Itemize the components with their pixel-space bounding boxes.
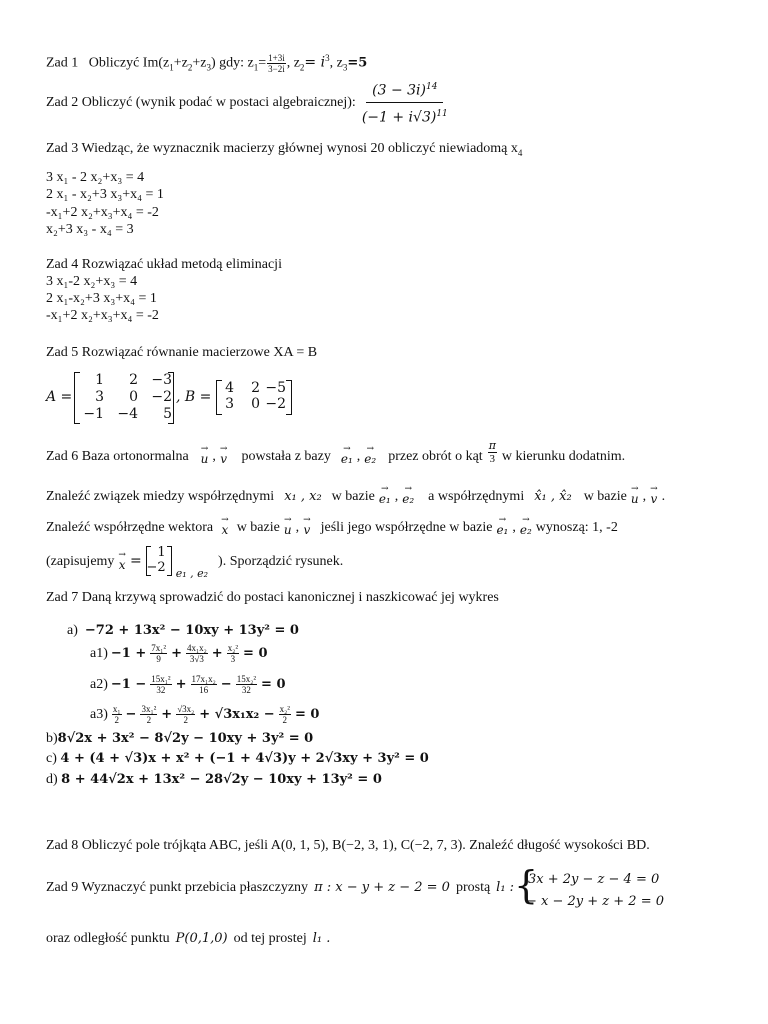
fraction	[150, 643, 167, 664]
zad3-equation-1: 3 x₁ - 2 x₂+x₃ = 4	[46, 170, 145, 185]
zad3-heading	[46, 140, 522, 162]
fraction-denominator: 2	[114, 715, 119, 725]
zad7-a3-term: + √3x₁x₂ −	[199, 707, 275, 722]
zad6-text: w bazie	[583, 489, 627, 504]
fraction-denominator: 2	[146, 715, 152, 725]
matrix-b	[216, 380, 292, 415]
vector-u	[284, 516, 292, 536]
column-vector-bracket-right	[167, 546, 172, 576]
zad6-text: Znaleźć związek miedzy współrzędnymi	[46, 489, 275, 504]
fraction-denominator: 3	[230, 654, 236, 664]
zad4-heading: Zad 4 Rozwiązać układ metodą eliminacji	[46, 257, 282, 272]
zad7-b-equation: 8√2x + 3x² − 8√2y − 10xy + 3y² = 0	[57, 731, 314, 746]
fraction	[279, 704, 291, 725]
vector-v	[220, 445, 228, 465]
zad6-text: powstała z bazy	[241, 449, 331, 464]
fraction-numerator: 7x₁²	[151, 643, 167, 653]
z1-denominator: 3−2i	[268, 63, 285, 74]
zad7-c-line	[46, 750, 429, 767]
zad7-d-equation: 8 + 44√2x + 13x² − 28√2y − 10xy + 13y² = 0	[61, 772, 382, 787]
zad2-denominator	[362, 103, 448, 129]
angle-denominator: 3	[489, 453, 496, 465]
zad7-c-label: c)	[46, 751, 57, 766]
matrix-a-cell-1-0: 3	[95, 389, 104, 405]
zad6-text: wynoszą: 1, -2	[535, 520, 618, 535]
zad7-a-label: a)	[67, 623, 78, 638]
arrow-icon: →	[498, 515, 507, 525]
fraction-numerator: 17x₁x₂	[191, 674, 216, 684]
matrix-a-bracket-left	[74, 372, 80, 424]
vector-v-label: v	[650, 492, 658, 506]
matrix-a-cell-2-2: 5	[163, 406, 172, 422]
vector-u	[201, 445, 209, 465]
vector-e1-label: e₁	[378, 492, 391, 506]
zad6-text: jeśli jego współrzędne w bazie	[320, 520, 493, 535]
matrix-a-cell-0-1: 2	[129, 372, 138, 388]
zad2-num-expr: (3 − 3i)	[372, 82, 426, 99]
zad1-text: +z	[173, 55, 188, 71]
line-equation-2: − x − 2y + z + 2 = 0	[526, 894, 664, 909]
zad6-line-4	[46, 545, 344, 580]
zad3-equation-2: 2 x₁ - x₂+3 x₃+x₄ = 1	[46, 187, 164, 202]
fraction	[186, 643, 208, 664]
angle-fraction	[488, 440, 497, 465]
zad7-heading: Zad 7 Daną krzywą sprowadzić do postaci kanonicznej i naszkicować jej wykres	[46, 590, 499, 605]
angle-numerator: π	[488, 439, 496, 452]
vector-e1	[496, 516, 508, 536]
zad7-a1-line: a1) −1 + $\frac{\text{7x₁²}}{9}$ + $\frac{\text{4x₁x₂}}{3√3}$ + $\frac{\text{x₂²}}{3}$ = 0	[90, 643, 268, 664]
zad1-text: Obliczyć Im(z	[88, 55, 170, 71]
matrix-a-label: A =	[46, 389, 73, 405]
fraction-numerator: x₁	[112, 704, 121, 714]
vector-e2	[402, 485, 414, 505]
arrow-icon: →	[200, 444, 209, 454]
fraction-numerator: x₂²	[279, 704, 290, 714]
brace-icon: {	[514, 863, 539, 907]
matrix-b-cell-0-0: 4	[225, 380, 234, 396]
zad5-heading: Zad 5 Rozwiązać równanie macierzowe XA = B	[46, 345, 318, 360]
fraction	[112, 704, 122, 725]
zad2-numerator	[366, 76, 443, 103]
zad6-text: Znaleźć współrzędne wektora	[46, 520, 214, 535]
vector-e2	[364, 445, 376, 465]
zad2-fraction	[362, 76, 448, 128]
vector-e1	[379, 485, 391, 505]
matrix-b-cell-1-0: 3	[225, 396, 234, 412]
vector-u	[631, 485, 639, 505]
zad3-equation-4: x₂+3 x₃ - x₄ = 3	[46, 222, 134, 237]
zad7-a2-line: a2) −1 − $\frac{\text{15x₁²}}{32}$ + $\frac{\text{17x₁x₂}}{16}$ − $\frac{\text{15x₂²}}{32}$ = 0	[90, 674, 286, 695]
zad6-text: przez obrót o kąt	[388, 449, 483, 464]
vector-e2-label: e₂	[519, 523, 532, 537]
plane-equation: π : x − y + z − 2 = 0	[314, 880, 450, 895]
zad1-label: Zad 1	[46, 55, 79, 71]
zad2-num-exponent: 14	[426, 82, 438, 92]
fraction-denominator: 32	[241, 685, 251, 695]
zad7-a1-label: a1)	[90, 646, 108, 661]
zad6-line-3: Znaleźć współrzędne wektora → x w bazie → u , → v jeśli jego współrzędne w bazie → e₁ , → e₂ wynoszą: 1, -2	[46, 515, 618, 537]
vector-x-label: x	[118, 558, 126, 572]
z2-exponent: 3	[325, 53, 330, 63]
zad7-a3-end: = 0	[294, 707, 320, 722]
zad7-a3-label: a3)	[90, 707, 108, 722]
column-vector	[146, 546, 172, 576]
zad7-a2-end: = 0	[261, 677, 286, 692]
vector-u-label: u	[200, 452, 209, 466]
zad7-c-equation: 4 + (4 + √3)x + x² + (−1 + 4√3)y + 2√3xy + 3y² = 0	[60, 751, 429, 766]
arrow-icon: →	[381, 484, 389, 494]
zad1-sub: 2	[299, 62, 305, 73]
line-equation-1: 3x + 2y − z − 4 = 0	[528, 872, 660, 887]
zad1-text: ) gdy: z	[210, 55, 254, 71]
arrow-icon: →	[118, 550, 126, 560]
vector-x	[221, 516, 229, 536]
fraction	[236, 674, 257, 695]
arrow-icon: →	[283, 515, 292, 525]
zad6-comma: ,	[212, 449, 216, 464]
zad4-equation-1: 3 x₁-2 x₂+x₃ = 4	[46, 274, 138, 289]
vector-e2-label: e₂	[364, 452, 377, 466]
coords-x: x₁ , x₂	[284, 489, 322, 504]
z2-value: = i	[304, 54, 326, 71]
matrix-a-cell-1-1: 0	[129, 389, 138, 405]
column-vector-value-1: 1	[157, 545, 166, 560]
basis-subscript: e₁ , e₂	[175, 566, 209, 580]
zad9-line-2	[46, 930, 330, 947]
fraction-denominator: 2	[183, 715, 188, 725]
zad1-text: +z	[192, 55, 207, 71]
zad1-sub: 3	[342, 62, 348, 73]
fraction	[150, 674, 171, 695]
zad1-sub: 3	[206, 62, 211, 73]
zad6-text: w kierunku dodatnim.	[501, 449, 626, 464]
z3-value: =5	[347, 55, 368, 71]
z1-fraction	[267, 53, 286, 74]
vector-v-label: v	[303, 523, 311, 537]
fraction-numerator: 15x₂²	[236, 674, 257, 684]
zad1-sub: 1	[169, 62, 174, 73]
fraction-denominator: 16	[199, 685, 209, 695]
zad7-d-label: d)	[46, 772, 58, 787]
arrow-icon: →	[404, 484, 412, 494]
zad2-den-exponent: 11	[436, 108, 448, 119]
z1-numerator: 1+3i	[268, 52, 285, 63]
zad7-a1-end: = 0	[243, 646, 268, 661]
zad2-text: Zad 2 Obliczyć (wynik podać w postaci algebraicznej):	[46, 94, 356, 110]
zad7-b-line	[46, 730, 313, 747]
arrow-icon: →	[630, 484, 639, 494]
column-vector-value-2: −2	[146, 560, 166, 575]
zad9-text: od tej prostej	[233, 931, 307, 946]
matrix-a	[74, 372, 174, 424]
arrow-icon: →	[219, 444, 228, 454]
vector-v-label: v	[220, 452, 228, 466]
fraction-denominator: 2	[282, 715, 288, 725]
zad3-text: Zad 3 Wiedząc, że wyznacznik macierzy głównej wynosi 20 obliczyć niewiadomą x	[46, 141, 518, 156]
matrix-b-cells	[220, 380, 284, 412]
vector-e2-label: e₂	[402, 492, 415, 506]
arrow-icon: →	[343, 444, 351, 454]
zad8-text: Zad 8 Obliczyć pole trójkąta ABC, jeśli A(0, 1, 5), B(−2, 3, 1), C(−2, 7, 3). Znaleźć długość wysokości BD.	[46, 838, 650, 853]
vector-e1-label: e₁	[496, 523, 509, 537]
arrow-icon: →	[221, 515, 229, 525]
fraction-numerator: x₂²	[227, 643, 239, 653]
matrix-a-cell-0-0: 1	[95, 372, 104, 388]
fraction-numerator: 3x₁²	[141, 704, 157, 714]
vector-u-label: u	[630, 492, 639, 506]
zad4-equation-2: 2 x₁-x₂+3 x₃+x₄ = 1	[46, 291, 157, 306]
vector-u-label: u	[283, 523, 292, 537]
zad6-text: w bazie	[331, 489, 375, 504]
fraction-numerator: √3x₂	[177, 704, 195, 714]
zad3-sub: 4	[517, 147, 523, 158]
matrix-a-cell-2-0: −1	[83, 406, 104, 422]
zad2-den-expr: (−1 + i√3)	[361, 109, 437, 126]
zad1-text: , z	[286, 55, 300, 71]
fraction-numerator: 4x₁x₂	[187, 643, 207, 653]
line-label: l₁ .	[312, 931, 331, 946]
zad6-text: a współrzędnymi	[428, 489, 525, 504]
matrix-a-cell-2-1: −4	[117, 406, 138, 422]
zad2-line	[46, 76, 448, 128]
matrix-a-cell-0-2: −3	[151, 372, 172, 388]
point-p: P(0,1,0)	[175, 931, 228, 946]
equals-sign: =	[129, 552, 142, 569]
vector-x	[118, 551, 126, 571]
vector-v	[303, 516, 311, 536]
zad1-sub: 2	[187, 62, 193, 73]
zad6-line-2: Znaleźć związek miedzy współrzędnymi x₁ , x₂ w bazie → e₁ , → e₂ a współrzędnymi x̂₁ , x̂₂ w bazie → u , → v .	[46, 484, 666, 506]
fraction-denominator: 32	[156, 685, 166, 695]
matrix-a-cell-1-2: −2	[151, 389, 172, 405]
zad7-d-line	[46, 771, 382, 788]
zad9-line-1	[46, 879, 514, 896]
zad7-a-line	[67, 622, 299, 639]
coords-x-hat: x̂₁ , x̂₂	[534, 489, 572, 504]
zad9-text: prostą	[455, 880, 491, 895]
matrix-b-label: , B =	[176, 389, 212, 405]
matrix-b-cell-1-1: 0	[251, 396, 260, 412]
vector-e1	[341, 445, 353, 465]
zad1-line	[46, 50, 367, 76]
vector-v	[650, 485, 658, 505]
zad7-b-label: b)	[46, 731, 58, 746]
fraction-numerator: 15x₁²	[151, 674, 171, 684]
matrix-b-cell-1-2: −2	[265, 396, 286, 412]
zad6-text: ). Sporządzić rysunek.	[218, 553, 344, 569]
vector-e1-label: e₁	[340, 452, 353, 466]
line-label: l₁ :	[496, 880, 515, 895]
zad7-a2-label: a2)	[90, 677, 108, 692]
zad6-text: (zapisujemy	[46, 553, 115, 569]
matrix-b-cell-0-2: −5	[265, 380, 286, 396]
zad7-a2-term: −1 −	[110, 677, 147, 692]
arrow-icon: →	[303, 515, 311, 525]
fraction	[227, 643, 239, 664]
zad4-equation-3: -x₁+2 x₂+x₃+x₄ = -2	[46, 308, 159, 323]
arrow-icon: →	[650, 484, 658, 494]
fraction	[176, 704, 195, 725]
matrix-b-cell-0-1: 2	[251, 380, 260, 396]
zad9-text: Zad 9 Wyznaczyć punkt przebicia płaszczyzny	[46, 880, 309, 895]
zad1-text: =	[258, 55, 267, 71]
zad7-a3-line: a3) $\frac{\text{x₁}}{2}$ − $\frac{\text{3x₁²}}{2}$ + $\frac{\text{√3x₂}}{2}$ + √3x₁x₂ − $\frac{\text{x₂²}}{2}$ = 0	[90, 704, 320, 725]
fraction-denominator: 3√3	[189, 654, 204, 664]
column-vector-values	[147, 545, 166, 575]
fraction	[140, 704, 157, 725]
zad6-line-1: Zad 6 Baza ortonormalna → u , → v powstała z bazy → e₁ , → e₂ przez obrót o kąt $\frac{\pi}{3}$ w kierunku dodatnim.	[46, 439, 626, 466]
zad1-text: , z	[329, 55, 343, 71]
vector-x-label: x	[221, 523, 229, 537]
zad7-a1-term: −1 +	[110, 646, 147, 661]
matrix-a-cells	[82, 372, 172, 422]
vector-e2	[520, 516, 532, 536]
fraction-denominator: 9	[156, 654, 161, 664]
zad7-a-equation: −72 + 13x² − 10xy + 13y² = 0	[84, 623, 299, 638]
zad1-sub: 1	[253, 62, 259, 73]
zad6-text: Zad 6 Baza ortonormalna	[46, 449, 189, 464]
zad9-text: oraz odległość punktu	[46, 931, 170, 946]
zad6-text: w bazie	[236, 520, 280, 535]
fraction	[191, 674, 217, 695]
arrow-icon: →	[522, 515, 530, 525]
arrow-icon: →	[366, 444, 375, 454]
zad3-equation-3: -x₁+2 x₂+x₃+x₄ = -2	[46, 205, 159, 220]
matrix-b-bracket-right	[286, 380, 292, 415]
